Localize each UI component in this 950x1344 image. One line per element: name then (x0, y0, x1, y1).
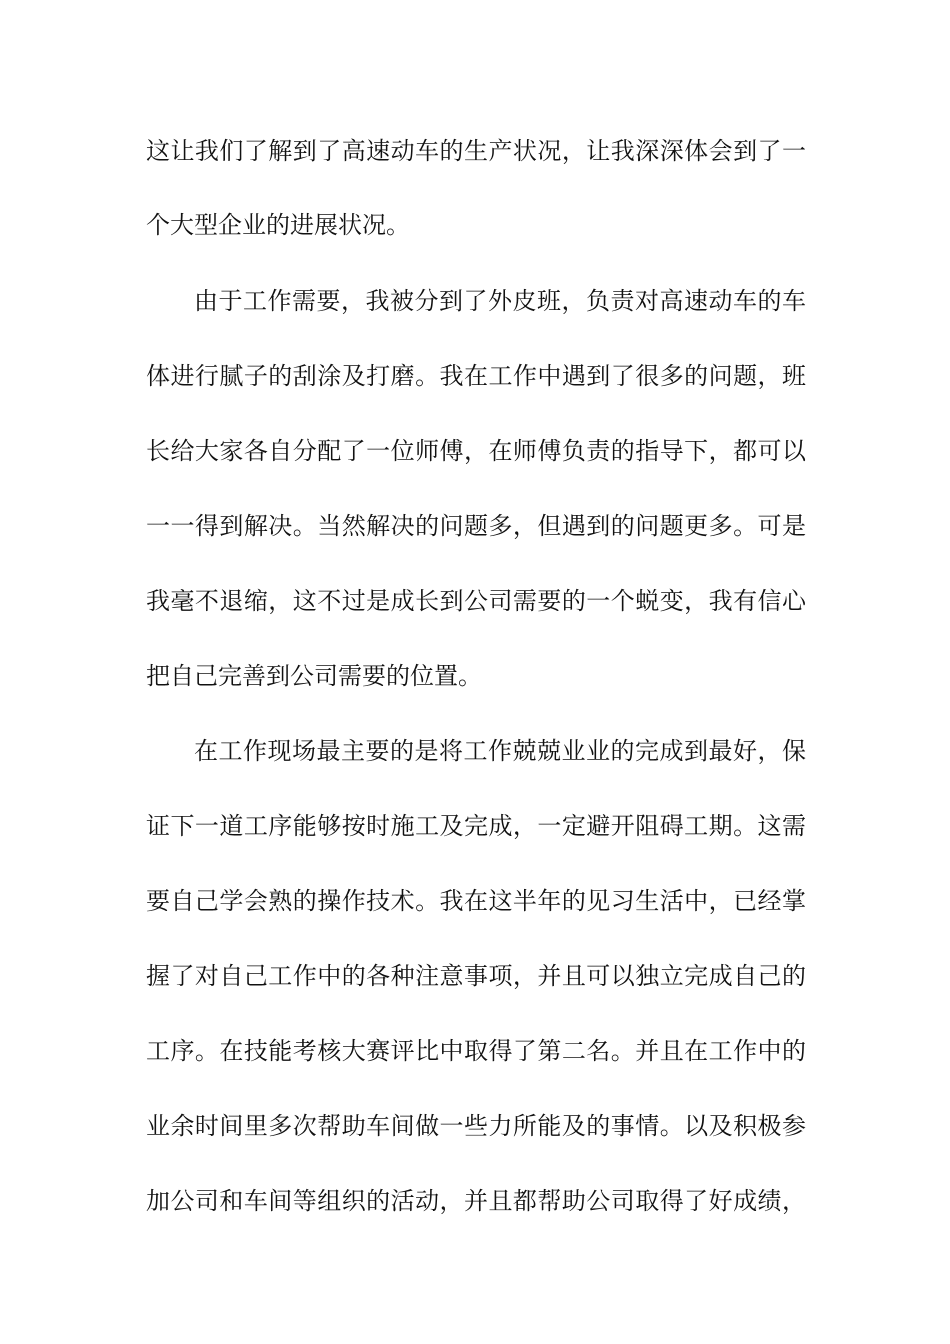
text-line: 在工作现场最主要的是将工作兢兢业业的完成到最好，保 (194, 737, 806, 765)
text-line: 我毫不退缩，这不过是成长到公司需要的一个蜕变，我有信心 (146, 587, 806, 615)
text-line: 业余时间里多次帮助车间做一些力所能及的事情。以及积极参 (146, 1112, 806, 1140)
text-line: 体进行腻子的刮涂及打磨。我在工作中遇到了很多的问题，班 (146, 362, 806, 390)
text-line: 个大型企业的进展状况。 (146, 211, 410, 239)
text-line: 证下一道工序能够按时施工及完成，一定避开阻碍工期。这需 (146, 812, 806, 840)
text-line: 工序。在技能考核大赛评比中取得了第二名。并且在工作中的 (146, 1037, 806, 1065)
text-line: 把自己完善到公司需要的位置。 (146, 662, 482, 690)
text-line: 加公司和车间等组织的活动，并且都帮助公司取得了好成绩， (146, 1187, 806, 1215)
text-line: 这让我们了解到了高速动车的生产状况，让我深深体会到了一 (146, 137, 806, 165)
text-line: 一一得到解决。当然解决的问题多，但遇到的问题更多。可是 (146, 512, 806, 540)
text-line: 由于工作需要，我被分到了外皮班，负责对高速动车的车 (194, 287, 806, 315)
text-line: 握了对自己工作中的各种注意事项，并且可以独立完成自己的 (146, 962, 806, 990)
text-line: 长给大家各自分配了一位师傅，在师傅负责的指导下，都可以 (146, 437, 806, 465)
text-line: 要自己学会熟的操作技术。我在这半年的见习生活中，已经掌 (146, 887, 806, 915)
